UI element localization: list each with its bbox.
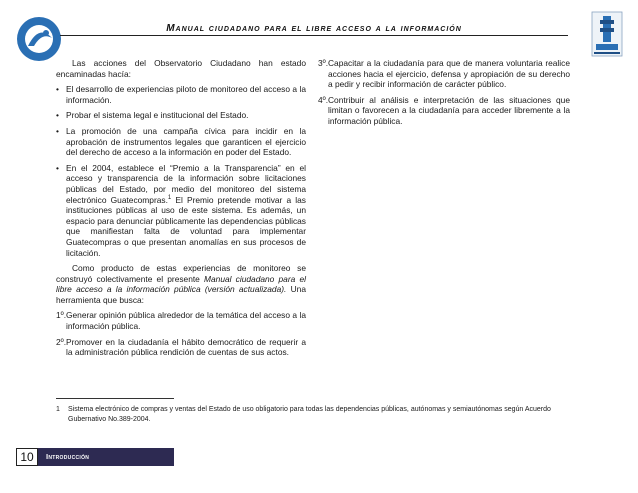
list-item: 1º. Generar opinión pública alrededor de la temática del acceso a la información pública. [56, 310, 306, 332]
running-header: Manual ciudadano para el libre acceso a la información [166, 23, 462, 34]
section-label: Introducción [38, 448, 174, 466]
bullet-icon: • [56, 110, 59, 121]
list-item: 4º. Contribuir al análisis e interpretación de las situaciones que limitan o favorecen a la ciudadanía para acceder libremente a la información pública. [318, 94, 570, 126]
observatorio-logo [16, 16, 62, 62]
page-footer [16, 448, 174, 466]
footnote-text: Sistema electrónico de compras y ventas del Estado de uso obligatorio para todas las dependencias públicas, autónomas y semiautónomas según Acuerdo Gubernativo No.389-2004. [68, 406, 551, 423]
page-number: 10 [16, 448, 38, 466]
list-item: • La promoción de una campaña cívica para incidir en la aprobación de instrumentos legales que garanticen el ejercicio del derecho de acceso a la información en poder del Estado. [56, 125, 306, 158]
right-column [318, 58, 570, 132]
partner-logo [586, 10, 628, 60]
list-item: 3º. Capacitar a la ciudadanía para que de manera voluntaria realice acciones hacia el ejercicio, defensa y apropiación de su derecho a pedir y recibir información de carácter público. [318, 58, 570, 90]
bullet-icon: • [56, 162, 59, 173]
intro-paragraph: Las acciones del Observatorio Ciudadano han estado encaminadas hacía: [56, 58, 306, 79]
footnote-mark: 1 [167, 194, 172, 201]
actions-list [56, 84, 306, 258]
tower-icon [586, 10, 628, 60]
manual-title: Manual ciudadano para el libre acceso a la información pública (versión actualizada). [56, 273, 306, 295]
bullet-icon: • [56, 125, 59, 136]
bullet-icon: • [56, 84, 59, 95]
footnote [56, 405, 570, 425]
header-divider [60, 35, 568, 36]
list-item: • En el 2004, establece el “Premio a la Transparencia” en el acceso y transparencia de la información sobre licitaciones públicas del Estado, por medio del monitoreo del sistema electrónico Guatecompras.$^1$ El Premio pretende motivar a las instituciones públicas al uso de este sistema. Es además, un espacio para denunciar públicamente las dependencias públicas que manifiestan falta de voluntad para implementar Guatecompras o que presentan anomalías en sus procesos de licitación. [56, 162, 306, 258]
logo-icon [16, 16, 62, 62]
footnote-number: 1 [56, 406, 60, 413]
closing-paragraph: Como producto de estas experiencias de monitoreo se construyó colectivamente el presente Manual ciudadano para el libre acceso a la información pública (versión actualizada). Una herramienta que busca: [56, 263, 306, 305]
objectives-list-right [318, 58, 570, 127]
list-item: • Probar el sistema legal e institucional del Estado. [56, 110, 249, 121]
list-item: • El desarrollo de experiencias piloto de monitoreo del acceso a la información. [56, 84, 306, 105]
list-item: 2º. Promover en la ciudadanía el hábito democrático de requerir a la administración pública rendición de cuentas de sus actos. [56, 336, 306, 358]
objectives-list-left [56, 310, 306, 357]
left-column [56, 58, 306, 363]
footnote-divider [56, 398, 174, 399]
